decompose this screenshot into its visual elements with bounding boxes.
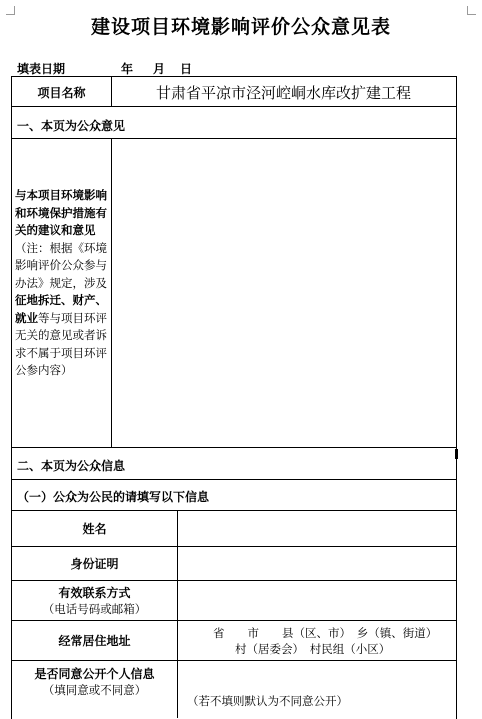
contact-label <box>12 581 177 620</box>
contact-hint: （电话号码或邮箱） <box>42 602 147 616</box>
row-divider <box>11 479 456 480</box>
table-edge-mark <box>455 449 458 459</box>
consent-label <box>12 661 177 701</box>
opinion-label-main: 与本项目环境影响和环境保护措施有关的建议和意见 <box>15 188 107 237</box>
fill-date-year: 年 <box>121 62 134 76</box>
project-name-value: 甘肃省平凉市泾河崆峒水库改扩建工程 <box>155 83 411 102</box>
fill-date-month: 月 <box>153 62 166 76</box>
id-label: 身份证明 <box>70 557 119 571</box>
opinion-label-note-end: 等与项目环评无关的意见或者诉求不属于项目环评公参内容） <box>15 310 107 377</box>
opinion-label-note: （注：根据《环境影响评价公众参与办法》规定，涉及 <box>15 240 107 290</box>
name-field[interactable] <box>178 511 455 546</box>
fill-date-row <box>17 60 192 77</box>
id-field[interactable] <box>178 547 455 580</box>
contact-field[interactable] <box>178 581 455 620</box>
row-divider <box>11 447 456 448</box>
consent-label-text: 是否同意公开个人信息 <box>34 666 155 681</box>
opinion-input-area[interactable] <box>112 139 455 447</box>
project-name-label: 项目名称 <box>37 85 86 100</box>
address-label: 经常居住地址 <box>58 634 131 648</box>
consent-hint: （填同意或不同意） <box>42 682 147 697</box>
address-line-province: 省 市 县（区、市） 乡（镇、街道） <box>213 626 438 640</box>
fill-date-label: 填表日期 <box>17 62 66 76</box>
consent-field[interactable] <box>178 661 455 691</box>
section2-subtitle: （一）公众为公民的请填写以下信息 <box>17 490 210 504</box>
consent-note: （若不填则默认为不同意公开） <box>187 694 348 708</box>
form-title: 建设项目环境影响评价公众意见表 <box>90 16 391 38</box>
fill-date-day: 日 <box>180 62 193 76</box>
name-label: 姓名 <box>82 522 107 536</box>
address-line-village: 村（居委会） 村民组（小区） <box>235 642 391 656</box>
row-divider <box>11 106 456 107</box>
section1-title: 一、本页为公众意见 <box>17 119 126 133</box>
opinion-label <box>15 187 111 380</box>
section2-title: 二、本页为公众信息 <box>17 459 126 473</box>
opinion-label-emphasis: 征地拆迁、财产、就业 <box>15 293 107 325</box>
contact-label-text: 有效联系方式 <box>58 586 131 600</box>
